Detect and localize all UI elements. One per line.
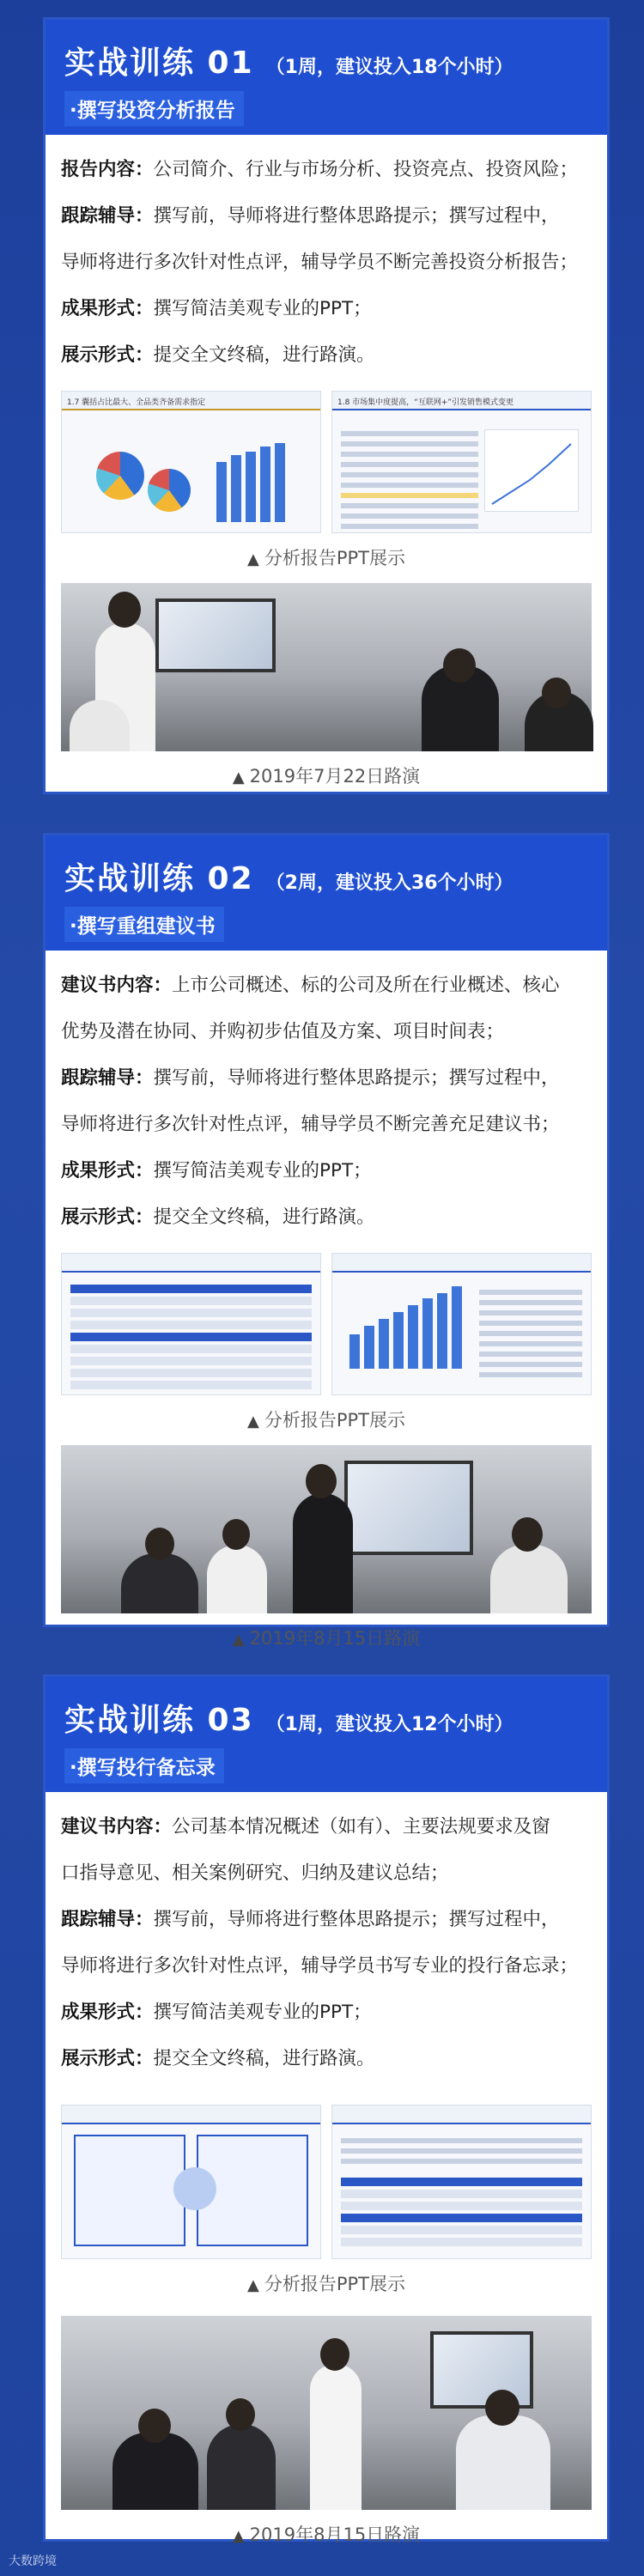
diagram-node bbox=[173, 2167, 216, 2210]
ppt-thumbnails bbox=[61, 1253, 592, 1395]
content-line-cont: 口指导意见、相关案例研究、归纳及建议总结； bbox=[61, 1862, 449, 1884]
coach-line-cont: 导师将进行多次针对性点评，辅导学员书写专业的投行备忘录； bbox=[61, 1955, 579, 1977]
triangle-up-icon: ▲ bbox=[232, 1631, 245, 1649]
card-title: 实战训练 03 bbox=[64, 1703, 254, 1738]
projector-screen bbox=[155, 598, 276, 672]
thumbnail-caption: ▲ 分析报告PPT展示 bbox=[247, 548, 405, 568]
coach-line: 跟踪辅导：撰写前，导师将进行整体思路提示；撰写过程中， bbox=[61, 1909, 560, 1930]
show-line: 展示形式：提交全文终稿，进行路演。 bbox=[61, 1206, 375, 1228]
projector-screen bbox=[344, 1461, 473, 1555]
ppt-thumbnail: 1.8 市场集中度提高，“互联网+”引发销售模式变更 bbox=[331, 391, 592, 533]
table-thumb bbox=[70, 1285, 312, 1393]
card-duration: （1周，建议投入18个小时） bbox=[265, 57, 513, 78]
photo-caption: ▲ 2019年8月15日路演 bbox=[232, 1628, 421, 1649]
form-line: 成果形式：撰写简洁美观专业的PPT； bbox=[61, 2002, 372, 2023]
footer-watermark: 大数跨境 bbox=[9, 2555, 57, 2568]
coach-line: 跟踪辅导：撰写前，导师将进行整体思路提示；撰写过程中， bbox=[61, 205, 560, 227]
content-line: 报告内容：公司简介、行业与市场分析、投资亮点、投资风险； bbox=[61, 159, 579, 180]
content-line: 建议书内容：公司基本情况概述（如有）、主要法规要求及窗 bbox=[61, 1816, 550, 1838]
line-chart-thumb bbox=[484, 429, 579, 512]
ppt-thumbnails bbox=[61, 2105, 592, 2259]
pie-chart-thumb bbox=[96, 452, 144, 500]
ppt-thumbnail bbox=[61, 1253, 321, 1395]
card-duration: （1周，建议投入12个小时） bbox=[265, 1714, 513, 1735]
ppt-thumbnails bbox=[61, 391, 592, 533]
ppt-thumbnail bbox=[61, 2105, 321, 2259]
content-line-cont: 优势及潜在协同、并购初步估值及方案、项目时间表； bbox=[61, 1021, 505, 1042]
show-line: 展示形式：提交全文终稿，进行路演。 bbox=[61, 344, 375, 366]
show-line: 展示形式：提交全文终稿，进行路演。 bbox=[61, 2048, 375, 2069]
coach-line: 跟踪辅导：撰写前，导师将进行整体思路提示；撰写过程中， bbox=[61, 1067, 560, 1089]
ppt-thumbnail bbox=[331, 2105, 592, 2259]
pie-chart-thumb bbox=[148, 469, 191, 512]
table-thumb bbox=[341, 2178, 582, 2250]
training-card-01 bbox=[43, 17, 610, 794]
projector-screen bbox=[430, 2331, 533, 2409]
card-header bbox=[46, 835, 607, 951]
photo-caption: ▲ 2019年7月22日路演 bbox=[232, 766, 421, 787]
bar-chart-thumb bbox=[216, 443, 285, 522]
card-subtitle: ·撰写投行备忘录 bbox=[64, 1748, 224, 1783]
ppt-thumbnail bbox=[331, 1253, 592, 1395]
triangle-up-icon: ▲ bbox=[247, 2276, 259, 2294]
card-subtitle: ·撰写投资分析报告 bbox=[64, 91, 244, 126]
training-card-02 bbox=[43, 833, 610, 1649]
training-card-03 bbox=[43, 1674, 610, 2545]
thumbnail-caption: ▲ 分析报告PPT展示 bbox=[247, 2274, 405, 2294]
card-header bbox=[46, 20, 607, 135]
thumbnail-caption: ▲ 分析报告PPT展示 bbox=[247, 1410, 405, 1431]
form-line: 成果形式：撰写简洁美观专业的PPT； bbox=[61, 1160, 372, 1182]
card-header bbox=[46, 1677, 607, 1792]
card-title: 实战训练 01 bbox=[64, 46, 254, 81]
bar-chart-thumb bbox=[349, 1286, 462, 1369]
card-duration: （2周，建议投入36个小时） bbox=[265, 872, 513, 894]
form-line: 成果形式：撰写简洁美观专业的PPT； bbox=[61, 298, 372, 319]
coach-line-cont: 导师将进行多次针对性点评，辅导学员不断完善投资分析报告； bbox=[61, 252, 579, 273]
card-title: 实战训练 02 bbox=[64, 861, 254, 896]
roadshow-photo bbox=[61, 583, 592, 751]
roadshow-photo bbox=[61, 2316, 592, 2510]
content-line: 建议书内容：上市公司概述、标的公司及所在行业概述、核心 bbox=[61, 975, 560, 996]
ppt-thumbnail: 1.7 囊括占比最大、全品类齐备需求指定 bbox=[61, 391, 321, 533]
card-subtitle: ·撰写重组建议书 bbox=[64, 907, 224, 942]
photo-caption: ▲ 2019年8月15日路演 bbox=[232, 2524, 421, 2545]
triangle-up-icon: ▲ bbox=[247, 1413, 259, 1431]
triangle-up-icon: ▲ bbox=[247, 550, 259, 568]
roadshow-photo bbox=[61, 1445, 592, 1613]
triangle-up-icon: ▲ bbox=[232, 2527, 245, 2545]
coach-line-cont: 导师将进行多次针对性点评，辅导学员不断完善充足建议书； bbox=[61, 1114, 560, 1135]
triangle-up-icon: ▲ bbox=[232, 769, 245, 787]
